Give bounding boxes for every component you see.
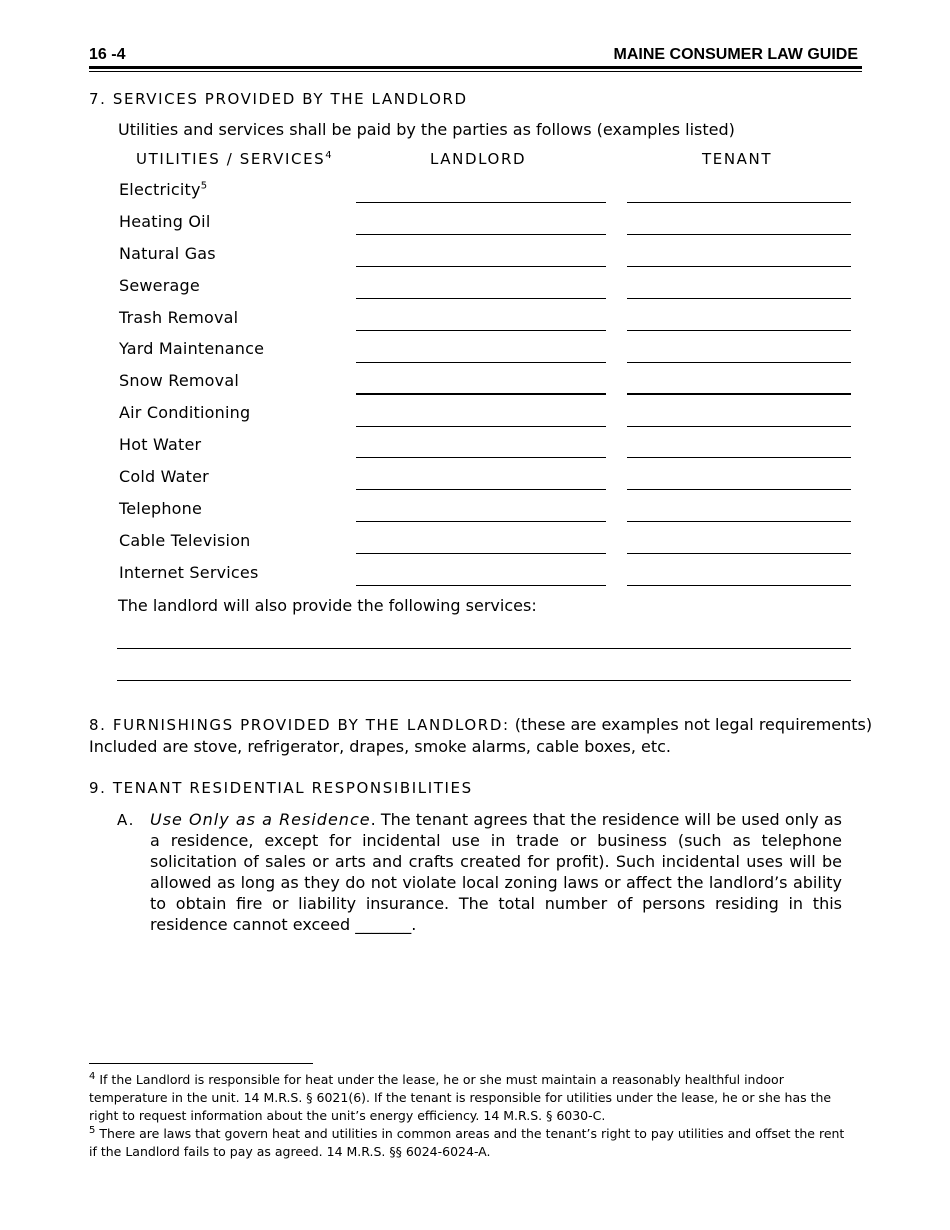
- landlord-blank-line[interactable]: [356, 585, 606, 586]
- tenant-blank-line[interactable]: [627, 457, 851, 458]
- utility-row-label: Cable Television: [119, 531, 251, 550]
- landlord-blank-line[interactable]: [356, 457, 606, 458]
- footnote-ref-4: 4: [325, 150, 334, 161]
- additional-services-prompt: The landlord will also provide the following services:: [118, 596, 537, 615]
- footnote-separator: [89, 1063, 313, 1064]
- utility-row-label: Snow Removal: [119, 371, 239, 390]
- header-rule-thin: [89, 71, 862, 72]
- tenant-blank-line[interactable]: [627, 521, 851, 522]
- tenant-blank-line[interactable]: [627, 330, 851, 331]
- landlord-blank-line[interactable]: [356, 234, 606, 235]
- tenant-blank-line[interactable]: [627, 585, 851, 586]
- column-header-tenant: TENANT: [702, 150, 773, 168]
- landlord-blank-line[interactable]: [356, 426, 606, 427]
- column-header-landlord: LANDLORD: [430, 150, 527, 168]
- utility-row-label: Sewerage: [119, 276, 200, 295]
- section-9a-paragraph: [150, 809, 842, 935]
- utility-row-label: Air Conditioning: [119, 403, 251, 422]
- utility-row-label: Yard Maintenance: [119, 339, 265, 358]
- section-8-body: Included are stove, refrigerator, drapes, smoke alarms, cable boxes, etc.: [89, 737, 671, 756]
- landlord-blank-line[interactable]: [356, 298, 606, 299]
- landlord-blank-line[interactable]: [356, 521, 606, 522]
- landlord-blank-line[interactable]: [356, 489, 606, 490]
- section-7-intro: Utilities and services shall be paid by the parties as follows (examples listed): [118, 120, 735, 139]
- utility-row-label: Heating Oil: [119, 212, 211, 231]
- tenant-blank-line[interactable]: [627, 362, 851, 363]
- footnote-4: $^4$ If the Landlord is responsible for heat under the lease, he or she must maintain a reasonably healthful indoor temperature in the unit. 14 M.R.S. § 6021(6). If the tenant is responsible for utilities under the lease, he or she has the right to request information about the unit’s energy efficiency. 14 M.R.S. § 6030-C.: [89, 1070, 832, 1123]
- landlord-blank-line[interactable]: [356, 553, 606, 554]
- section-9a-title: Use Only as a Residence: [150, 810, 371, 829]
- additional-services-line[interactable]: [117, 680, 851, 681]
- column-header-utilities: UTILITIES / SERVICES$^4$: [136, 150, 334, 168]
- utility-row-label: Natural Gas: [119, 244, 216, 263]
- utility-row-label: Internet Services: [119, 563, 259, 582]
- landlord-blank-line[interactable]: [356, 393, 606, 395]
- utility-row-label: Cold Water: [119, 467, 209, 486]
- section-9a-text: . The tenant agrees that the residence will be used only as a residence, except for incidental use in trade or business (such as telephone solicitation of sales or arts and crafts created for profit). Such incidental uses will be allowed as long as they do not violate local zoning laws or affect the landlord’s ability to obtain fire or liability insurance. The total number of persons residing in this residence cannot exceed _______.: [150, 810, 842, 934]
- tenant-blank-line[interactable]: [627, 202, 851, 203]
- additional-services-line[interactable]: [117, 648, 851, 649]
- footnote-5: $^5$ There are laws that govern heat and utilities in common areas and the tenant’s right to pay utilities and offset the rent if the Landlord fails to pay as agreed. 14 M.R.S. §§ 6024-6024-A.: [89, 1124, 845, 1159]
- tenant-blank-line[interactable]: [627, 489, 851, 490]
- utility-row-label: Electricity$^5$: [119, 180, 208, 199]
- tenant-blank-line[interactable]: [627, 266, 851, 267]
- footnote-ref-5: 5: [200, 180, 208, 192]
- section-8-heading: 8. FURNISHINGS PROVIDED BY THE LANDLORD:: [89, 716, 510, 734]
- tenant-blank-line[interactable]: [627, 234, 851, 235]
- section-9-heading: 9. TENANT RESIDENTIAL RESPONSIBILITIES: [89, 779, 473, 797]
- section-7-heading: 7. SERVICES PROVIDED BY THE LANDLORD: [89, 90, 468, 108]
- section-8: [89, 714, 873, 757]
- landlord-blank-line[interactable]: [356, 266, 606, 267]
- section-8-note: (these are examples not legal requirements): [514, 715, 873, 734]
- running-title: MAINE CONSUMER LAW GUIDE: [613, 46, 858, 63]
- tenant-blank-line[interactable]: [627, 298, 851, 299]
- landlord-blank-line[interactable]: [356, 362, 606, 363]
- utility-row-label: Telephone: [119, 499, 203, 518]
- header-rule-thick: [89, 66, 862, 69]
- tenant-blank-line[interactable]: [627, 553, 851, 554]
- landlord-blank-line[interactable]: [356, 202, 606, 203]
- utility-row-label: Trash Removal: [119, 308, 239, 327]
- page-number: 16 -4: [89, 46, 126, 63]
- landlord-blank-line[interactable]: [356, 330, 606, 331]
- tenant-blank-line[interactable]: [627, 426, 851, 427]
- tenant-blank-line[interactable]: [627, 393, 851, 395]
- utility-row-label: Hot Water: [119, 435, 202, 454]
- section-9a-marker: A.: [117, 811, 135, 829]
